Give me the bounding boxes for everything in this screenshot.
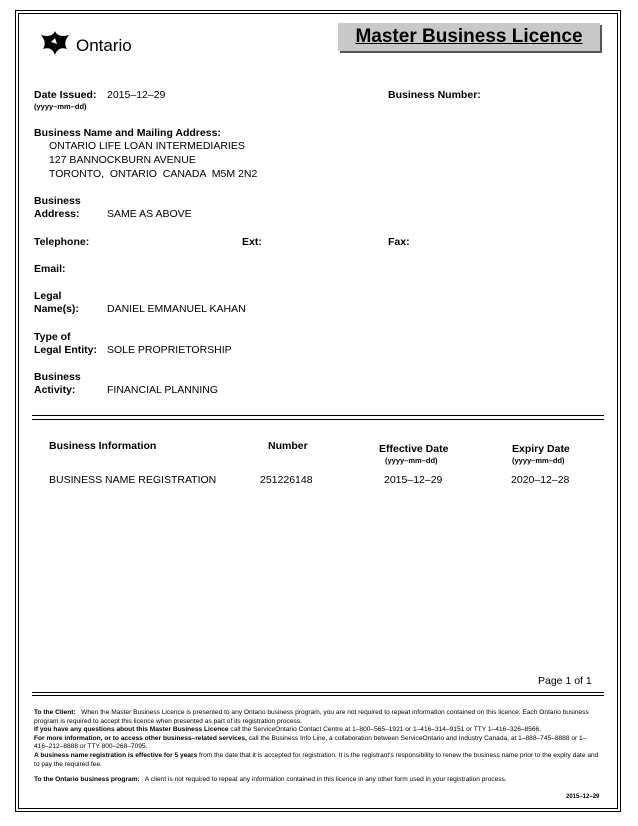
business-address-label-2: Address: bbox=[34, 208, 80, 220]
footer-more-info-bold: For more information, or to access other business–related services, bbox=[34, 734, 247, 742]
footer-client-notice bbox=[34, 709, 600, 769]
legal-entity-label-2: Legal Entity: bbox=[34, 344, 98, 356]
footer-questions-text: call the ServiceOntario Contact Centre at 1–800–565–1921 or 1–416–314–9151 or TTY 1–416–326–8566. bbox=[230, 726, 542, 734]
divider-top bbox=[32, 415, 604, 416]
page-indicator: Page 1 of 1 bbox=[538, 675, 592, 687]
footer-registration-bold: A business name registration is effective for 5 years bbox=[34, 751, 198, 759]
legal-names-label-1: Legal bbox=[34, 290, 62, 302]
legal-entity-label-1: Type of bbox=[34, 331, 71, 343]
row-effective: 2015–12–29 bbox=[384, 474, 443, 486]
date-issued-format: (yyyy–mm–dd) bbox=[34, 102, 87, 111]
ontario-logo bbox=[38, 26, 158, 62]
telephone-label: Telephone: bbox=[34, 236, 90, 248]
col-header-expiry: Expiry Date bbox=[512, 443, 570, 455]
business-activity-label-1: Business bbox=[34, 371, 81, 383]
date-issued-value: 2015–12–29 bbox=[107, 89, 166, 101]
row-expiry: 2020–12–28 bbox=[511, 474, 570, 486]
name-address-line-3: TORONTO, ONTARIO CANADA M5M 2N2 bbox=[49, 168, 258, 180]
footer-date: 2015–12–29 bbox=[566, 794, 600, 800]
col-header-info: Business Information bbox=[49, 440, 157, 452]
footer-registration-text: from the date that it is accepted for registration. It is the registrant's responsibility to renew the business name prior to the expiry date and to pay the required fee. bbox=[34, 751, 599, 768]
name-address-label: Business Name and Mailing Address: bbox=[34, 127, 221, 139]
footer-program-label: To the Ontario business program: bbox=[34, 776, 140, 783]
business-address-label-1: Business bbox=[34, 195, 81, 207]
email-label: Email: bbox=[34, 263, 66, 275]
legal-entity-value: SOLE PROPRIETORSHIP bbox=[107, 344, 232, 356]
footer-questions-bold: If you have any questions about this Master Business Licence bbox=[34, 726, 229, 734]
legal-names-value: DANIEL EMMANUEL KAHAN bbox=[107, 303, 246, 315]
name-address-line-1: ONTARIO LIFE LOAN INTERMEDIARIES bbox=[49, 140, 245, 152]
footer-client-text: When the Master Business Licence is presented to any Ontario business program, you are not required to repeat information contained on this licence. Each Ontario business program is required to accept this licence when presented as part of its registration process. bbox=[34, 709, 589, 725]
logo-wordmark: Ontario bbox=[76, 36, 132, 55]
footer-program-text: A client is not required to repeat any information contained in this licence in any other form used in your registration process. bbox=[144, 776, 507, 783]
business-activity-label-2: Activity: bbox=[34, 384, 76, 396]
business-address-value: SAME AS ABOVE bbox=[107, 208, 192, 220]
document-title-box bbox=[338, 23, 600, 51]
row-number: 251226148 bbox=[260, 474, 313, 486]
document-title: Master Business Licence bbox=[355, 26, 583, 47]
footer-program-notice bbox=[34, 776, 600, 785]
name-address-line-2: 127 BANNOCKBURN AVENUE bbox=[49, 154, 196, 166]
col-header-number: Number bbox=[268, 440, 308, 452]
ext-label: Ext: bbox=[242, 236, 262, 248]
footer-client-label: To the Client: bbox=[34, 709, 76, 716]
footer-divider-bottom bbox=[32, 695, 604, 696]
legal-names-label-2: Name(s): bbox=[34, 303, 79, 315]
col-header-effective: Effective Date bbox=[379, 443, 449, 455]
trillium-icon bbox=[38, 28, 72, 58]
footer-more-info-text: call the Business Info Line, a collaboration between ServiceOntario and Industry Canada, at 1–888–745–8888 or 1–416–212–8888 or TTY 800–268–7095. bbox=[34, 734, 587, 751]
col-header-effective-format: (yyyy–mm–dd) bbox=[385, 456, 438, 465]
divider-bottom bbox=[32, 419, 604, 420]
date-issued-label: Date Issued: bbox=[34, 89, 97, 101]
business-activity-value: FINANCIAL PLANNING bbox=[107, 384, 219, 396]
footer-divider-top bbox=[32, 692, 604, 693]
row-info: BUSINESS NAME REGISTRATION bbox=[49, 474, 217, 486]
fax-label: Fax: bbox=[388, 236, 410, 248]
col-header-expiry-format: (yyyy–mm–dd) bbox=[512, 456, 565, 465]
business-number-label: Business Number: bbox=[388, 89, 481, 101]
